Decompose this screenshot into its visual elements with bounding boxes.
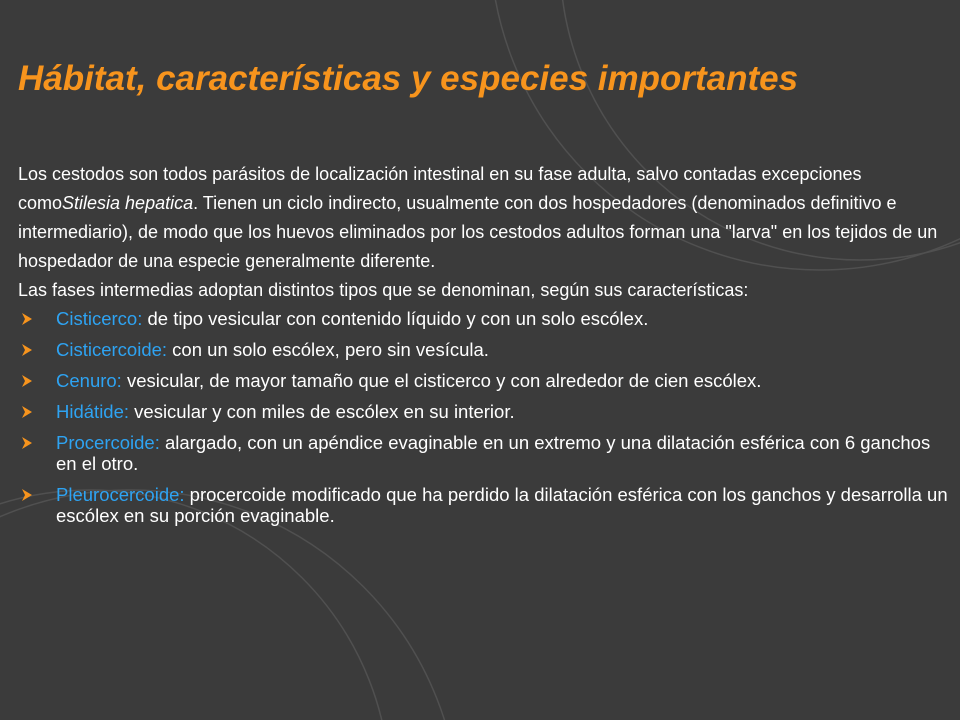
- list-item-text: vesicular, de mayor tamaño que el cisticerco y con alrededor de cien escólex.: [121, 370, 762, 391]
- list-item-text: con un solo escólex, pero sin vesícula.: [167, 339, 489, 360]
- list-item-term: Cisticerco:: [56, 308, 143, 329]
- arrowhead-bullet-icon: [20, 405, 34, 419]
- species-name: Stilesia hepatica: [62, 193, 194, 213]
- list-item-text: vesicular y con miles de escólex en su interior.: [129, 401, 515, 422]
- list-item: [18, 339, 948, 360]
- slide-body: [18, 160, 948, 526]
- intro-text-start: Los cestodos son todos parásitos de localización intestinal en su fase adulta, salvo contadas excepciones como: [18, 164, 862, 213]
- arrowhead-bullet-icon: [20, 343, 34, 357]
- list-item-term: Hidátide:: [56, 401, 130, 422]
- list-item: [18, 308, 948, 329]
- list-item-text: alargado, con un apéndice evaginable en un extremo y una dilatación esférica con 6 ganchos en el otro.: [56, 432, 931, 474]
- arrowhead-bullet-icon: [20, 488, 34, 502]
- list-item-term: Cisticercoide:: [56, 339, 168, 360]
- intro-paragraph: [18, 160, 948, 276]
- list-item-term: Procercoide:: [56, 432, 160, 453]
- list-item: [18, 401, 948, 422]
- list-item: [18, 432, 948, 474]
- intro-text-end: . Tienen un ciclo indirecto, usualmente con dos hospedadores (denominados definitivo e intermediario), de modo que los huevos eliminados por los cestodos adultos forman una "larva" en los tejidos de un hospedador de una especie generalmente diferente.: [18, 193, 938, 271]
- list-item-term: Cenuro:: [56, 370, 122, 391]
- list-item: [18, 484, 948, 526]
- list-item-text: procercoide modificado que ha perdido la dilatación esférica con los ganchos y desarrolla un escólex en su porción evaginable.: [56, 484, 948, 526]
- list-item-text: de tipo vesicular con contenido líquido y con un solo escólex.: [142, 308, 649, 329]
- arrowhead-bullet-icon: [20, 312, 34, 326]
- arrowhead-bullet-icon: [20, 436, 34, 450]
- phases-paragraph: Las fases intermedias adoptan distintos tipos que se denominan, según sus características:: [18, 280, 749, 300]
- list-item-term: Pleurocercoide:: [56, 484, 185, 505]
- list-item: [18, 370, 948, 391]
- larval-phase-list: [18, 308, 948, 526]
- arrowhead-bullet-icon: [20, 374, 34, 388]
- slide-title: Hábitat, características y especies importantes: [18, 59, 799, 98]
